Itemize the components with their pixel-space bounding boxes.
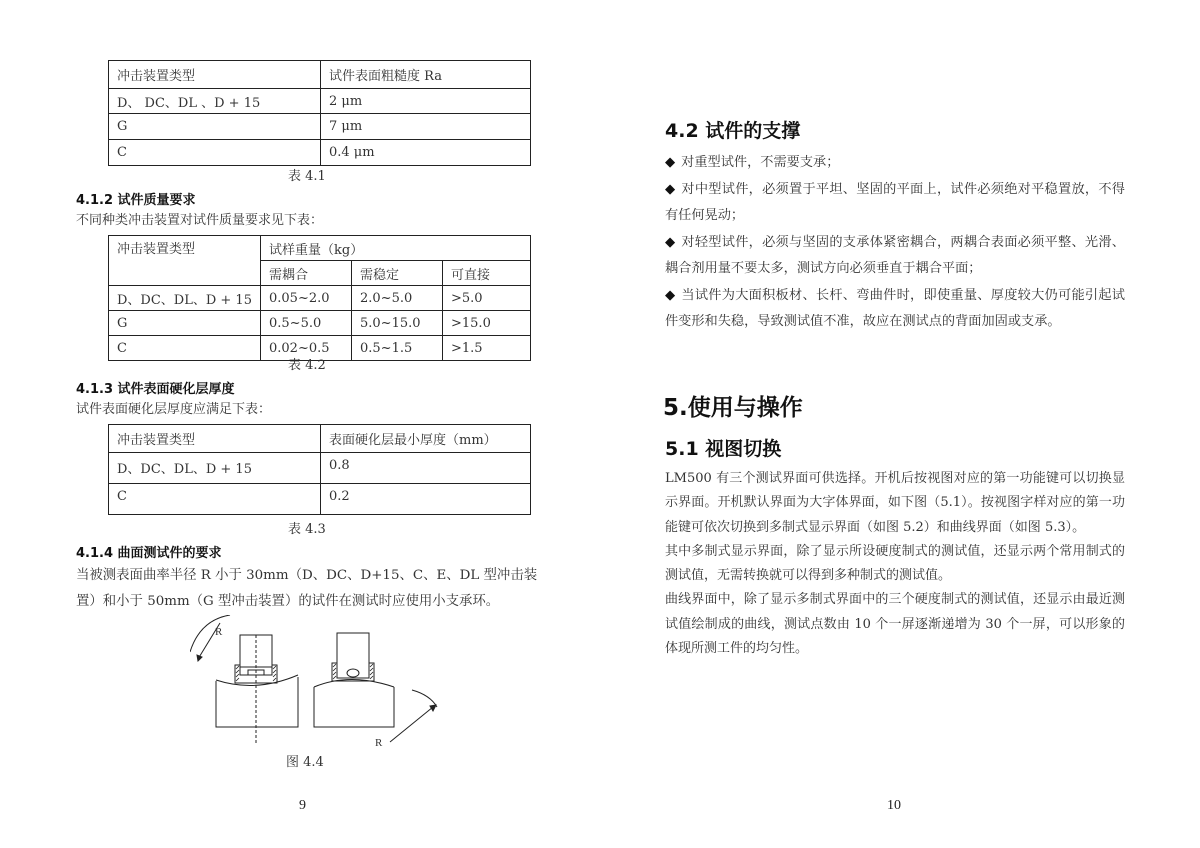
diamond-bullet-icon: ◆ <box>665 234 676 250</box>
table-cell: G <box>109 114 321 140</box>
table-4-3 <box>108 424 531 515</box>
bullet-text: 对中型试件，必须置于平坦、坚固的平面上，试件必须绝对平稳置放，不得有任何晃动； <box>665 181 1125 223</box>
bullet-item <box>665 283 1125 336</box>
section-body-line: 当被测表面曲率半径 R 小于 30mm（D、DC、D+15、C、E、DL 型冲击装 <box>76 568 538 583</box>
table-cell: C <box>109 140 321 166</box>
table-row <box>109 453 531 484</box>
arrowhead-left <box>197 655 202 661</box>
figure-caption: 图 4.4 <box>286 755 324 770</box>
test-ball <box>347 669 359 677</box>
page-right <box>600 0 1200 848</box>
r-arrow-arc-left <box>190 615 230 652</box>
table-row <box>109 311 531 336</box>
table-cell: 5.0~15.0 <box>352 311 443 336</box>
table-4-1 <box>108 60 531 166</box>
paragraph: 曲线界面中，除了显示多制式界面中的三个硬度制式的测试值，还显示由最近测试值绘制成的曲线，测试点数由 10 个一屏逐渐递增为 30 个一屏，可以形象的体现所测工件的均匀性。 <box>665 592 1125 657</box>
diamond-bullet-icon: ◆ <box>665 181 676 197</box>
section-intro: 不同种类冲击装置对试件质量要求见下表： <box>76 213 324 228</box>
table-caption: 表 4.1 <box>288 169 326 184</box>
r-label-left: R <box>215 626 223 638</box>
table-cell: C <box>109 336 261 361</box>
support-bullet-list <box>665 150 1125 336</box>
table-cell: >5.0 <box>443 286 531 311</box>
table-row <box>109 114 531 140</box>
table-cell: 2.0~5.0 <box>352 286 443 311</box>
table-cell: 0.8 <box>321 453 531 484</box>
section-body-line: 置）和小于 50mm（G 型冲击装置）的试件在测试时应使用小支承环。 <box>76 594 500 609</box>
table-header-cell: 表面硬化层最小厚度（mm） <box>321 425 531 453</box>
support-ring <box>332 663 374 681</box>
table-cell: >15.0 <box>443 311 531 336</box>
section-heading: 4.1.3 试件表面硬化层厚度 <box>76 382 235 397</box>
table-subheader-cell: 需稳定 <box>352 261 443 286</box>
table-header-cell: 冲击装置类型 <box>109 425 321 453</box>
paragraph: LM500 有三个测试界面可供选择。开机后按视图对应的第一功能键可以切换显示界面。开机默认界面为大字体界面，如下图（5.1）。按视图字样对应的第一功能键可依次切换到多制式显示界面（如图 5.2）和曲线界面（如图 5.3）。 <box>665 471 1125 535</box>
table-cell: D、DC、DL、D + 15 <box>109 453 321 484</box>
table-subheader-cell: 可直接 <box>443 261 531 286</box>
bullet-item <box>665 177 1125 230</box>
table-row <box>109 89 531 114</box>
concave-surface-arc <box>216 675 298 685</box>
table-row <box>109 286 531 311</box>
r-arrow-arc-right <box>412 690 437 707</box>
table-header-row <box>109 61 531 89</box>
bullet-item <box>665 150 1125 177</box>
table-cell: 7 μm <box>321 114 531 140</box>
table-cell: 0.02~0.5 <box>261 336 352 361</box>
table-header-cell: 冲击装置类型 <box>109 61 321 89</box>
arrowhead-right <box>430 705 436 711</box>
bullet-text: 当试件为大面积板材、长杆、弯曲件时，即使重量、厚度较大仍可能引起试件变形和失稳，导致测试值不准，故应在测试点的背面加固或支承。 <box>665 287 1125 329</box>
table-subheader-cell: 需耦合 <box>261 261 352 286</box>
table-cell: D、 DC、DL 、D + 15 <box>109 89 321 114</box>
convex-sample-body <box>314 687 394 727</box>
page-number: 10 <box>887 798 901 813</box>
table-header-cell: 冲击装置类型 <box>109 236 261 286</box>
table-cell: 0.5~1.5 <box>352 336 443 361</box>
paragraph: 其中多制式显示界面，除了显示所设硬度制式的测试值，还显示两个常用制式的测试值，无需转换就可以得到多种制式的测试值。 <box>665 543 1125 584</box>
table-cell: 0.05~2.0 <box>261 286 352 311</box>
table-cell: C <box>109 484 321 515</box>
table-header-row <box>109 236 531 261</box>
table-header-cell: 试样重量（kg） <box>261 236 531 261</box>
chapter-heading: 5.使用与操作 <box>663 395 803 421</box>
bullet-item <box>665 230 1125 283</box>
diamond-bullet-icon: ◆ <box>665 155 676 170</box>
section-heading: 4.1.2 试件质量要求 <box>76 193 196 208</box>
table-4-2 <box>108 235 531 361</box>
table-header-cell: 试件表面粗糙度 Ra <box>321 61 531 89</box>
section-heading: 4.1.4 曲面测试件的要求 <box>76 546 222 561</box>
hatch-lines <box>236 666 276 681</box>
section-heading: 5.1 视图切换 <box>665 438 782 460</box>
impact-device-barrel <box>337 633 369 678</box>
table-caption: 表 4.3 <box>288 522 326 537</box>
r-label-right: R <box>375 737 383 749</box>
table-cell: 0.4 μm <box>321 140 531 166</box>
table-cell: 2 μm <box>321 89 531 114</box>
section-heading: 4.2 试件的支撑 <box>665 120 801 142</box>
section-intro: 试件表面硬化层厚度应满足下表： <box>76 402 272 417</box>
r-arrow-right <box>390 707 433 742</box>
table-header-row <box>109 425 531 453</box>
table-cell: G <box>109 311 261 336</box>
figure-4-4 <box>190 615 450 755</box>
table-row <box>109 484 531 515</box>
page-number: 9 <box>299 798 306 813</box>
table-caption: 表 4.2 <box>288 358 326 373</box>
bullet-text: 对重型试件，不需要支承； <box>681 155 840 170</box>
table-cell: 0.5~5.0 <box>261 311 352 336</box>
table-row <box>109 140 531 166</box>
table-cell: D、DC、DL、D + 15 <box>109 286 261 311</box>
convex-sample-diagram <box>314 633 437 742</box>
view-switch-description <box>665 467 1125 661</box>
table-cell: 0.2 <box>321 484 531 515</box>
bullet-text: 对轻型试件，必须与坚固的支承体紧密耦合，两耦合表面必须平整、光滑、耦合剂用量不要太多，测试方向必须垂直于耦合平面； <box>665 234 1125 276</box>
diamond-bullet-icon: ◆ <box>665 287 676 303</box>
table-cell: >1.5 <box>443 336 531 361</box>
concave-sample-diagram <box>190 615 298 743</box>
concave-sample-body <box>216 677 298 727</box>
